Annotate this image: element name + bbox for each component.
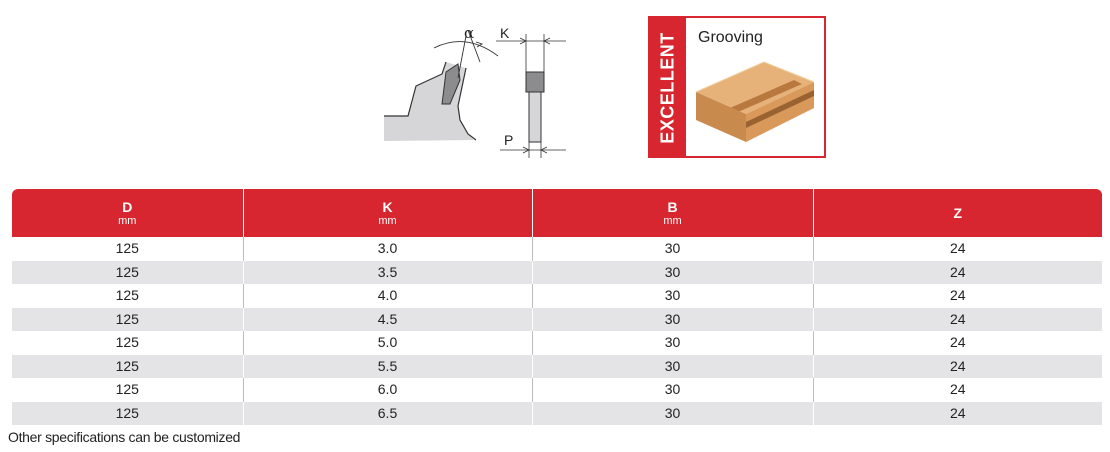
k-label: K (500, 25, 510, 41)
table-cell: 24 (813, 308, 1102, 332)
table-cell: 30 (532, 261, 813, 285)
table-cell: 24 (813, 378, 1102, 402)
table-cell: 24 (813, 402, 1102, 426)
header-label: D (122, 198, 133, 215)
table-cell: 125 (12, 355, 243, 379)
wooden-board-with-groove-icon (690, 52, 818, 144)
header-label: Z (953, 204, 963, 221)
table-cell: 125 (12, 261, 243, 285)
header-k (243, 189, 532, 237)
header-label: B (667, 198, 678, 215)
table-cell: 125 (12, 308, 243, 332)
table-cell: 6.0 (243, 378, 532, 402)
table-cell: 6.5 (243, 402, 532, 426)
table-cell: 3.0 (243, 237, 532, 261)
rating-label: EXCELLENT (657, 32, 678, 144)
table-row (12, 237, 1102, 261)
table-cell: 30 (532, 355, 813, 379)
spec-table (12, 189, 1102, 425)
table-cell: 30 (532, 284, 813, 308)
table-cell: 24 (813, 331, 1102, 355)
saw-tooth-diagram (376, 16, 576, 161)
footnote: Other specifications can be customized (8, 429, 241, 445)
table-cell: 5.5 (243, 355, 532, 379)
table-row (12, 402, 1102, 426)
table-cell: 24 (813, 355, 1102, 379)
table-cell: 30 (532, 308, 813, 332)
table-cell: 4.5 (243, 308, 532, 332)
header-unit: mm (378, 214, 397, 227)
table-cell: 30 (532, 402, 813, 426)
header-b (532, 189, 813, 237)
table-cell: 24 (813, 261, 1102, 285)
tooth-side-body (529, 92, 541, 142)
blade-tooth-shape (384, 62, 474, 141)
table-row (12, 261, 1102, 285)
table-cell: 24 (813, 284, 1102, 308)
table-body (12, 237, 1102, 425)
header-d (12, 189, 243, 237)
p-label: P (504, 132, 514, 148)
application-label: Grooving (698, 29, 763, 46)
header-unit: mm (118, 214, 137, 227)
table-row (12, 331, 1102, 355)
table-cell: 125 (12, 402, 243, 426)
table-cell: 30 (532, 237, 813, 261)
header-unit: mm (663, 214, 682, 227)
table-cell: 5.0 (243, 331, 532, 355)
table-header-row (12, 189, 1102, 237)
table-cell: 30 (532, 378, 813, 402)
table-cell: 125 (12, 237, 243, 261)
table-row (12, 308, 1102, 332)
table-cell: 24 (813, 237, 1102, 261)
alpha-label: α (464, 24, 475, 42)
table-cell: 4.0 (243, 284, 532, 308)
table-cell: 125 (12, 331, 243, 355)
header-z (813, 189, 1102, 237)
angle-arc (434, 42, 498, 56)
table-cell: 3.5 (243, 261, 532, 285)
application-rating-card (648, 16, 826, 158)
table-row (12, 378, 1102, 402)
header-label: K (382, 198, 393, 215)
tooth-side-tip (526, 72, 544, 92)
table-cell: 125 (12, 378, 243, 402)
table-cell: 30 (532, 331, 813, 355)
table-cell: 125 (12, 284, 243, 308)
table-row (12, 355, 1102, 379)
table-row (12, 284, 1102, 308)
